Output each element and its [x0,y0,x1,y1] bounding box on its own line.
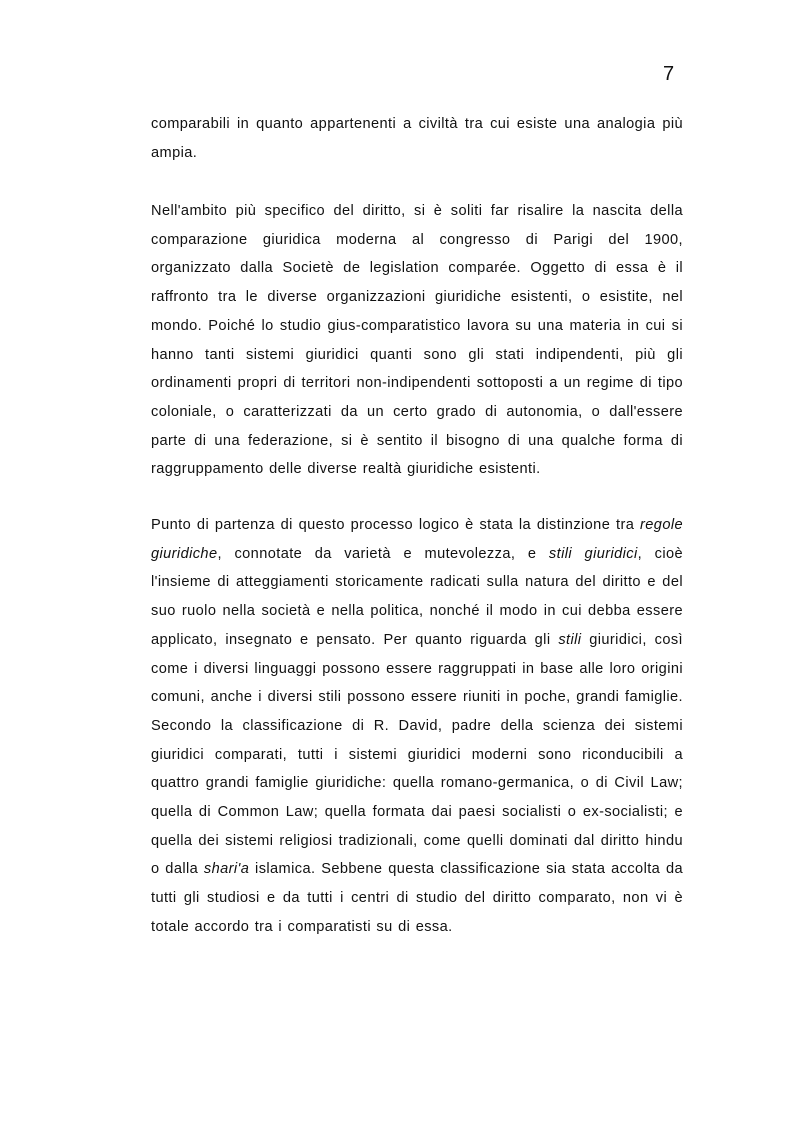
term-stili: stili [558,631,582,648]
paragraph-3-segment-5: islamica. Sebbene questa classificazione sia stata accolta da tutti gli studiosi e da tutti i centri di studio del diritto comparato, non vi è totale accordo tra i comparatisti su di essa. [151,861,683,935]
paragraph-2-text: Nell'ambito più specifico del diritto, si è soliti far risalire la nascita della comparazione giuridica moderna al congresso di Parigi del 1900, organizzato dalla Societè de legislation comparée. Oggetto di essa è il raffronto tra le diverse organizzazioni giuridiche esistenti, o esistite, nel mondo. Poiché lo studio gius-comparatistico lavora su una materia in cui si hanno tanti sistemi giuridici quanti sono gli stati indipendenti, più gli ordinamenti propri di territori non-indipendenti sottoposti a un regime di tipo coloniale, o caratterizzati da un certo grado di autonomia, o dall'essere parte di una federazione, si è sentito il bisogno di una qualche forma di raggruppamento delle diverse realtà giuridiche esistenti. [151,203,683,478]
page-number: 7 [663,63,675,85]
paragraph-1-text: comparabili in quanto appartenenti a civiltà tra cui esiste una analogia più ampia. [151,116,683,161]
paragraph-3-segment-4: giuridici, così come i diversi linguaggi possono essere raggruppati in base alle loro origini comuni, anche i diversi stili possono essere riuniti in poche, grandi famiglie. Secondo la classificazione di R. David, padre della scienza dei sistemi giuridici comparati, tutti i sistemi giuridici moderni sono riconducibili a quattro grandi famiglie giuridiche: quella romano-germanica, o di Civil Law; quella di Common Law; quella formata dai paesi socialisti o ex-socialisti; e quella dei sistemi religiosi tradizionali, come quelli dominati dal diritto hindu o dalla [151,631,683,878]
paragraph-3-segment-3: , cioè l'insieme di atteggiamenti storicamente radicati sulla natura del diritto e del suo ruolo nella società e nella politica, nonché il modo in cui debba essere applicato, insegnato e pensato. Per quanto riguarda gli [151,545,683,648]
paragraph-comparative-law-origins [151,197,683,484]
term-regole-giuridiche: regole giuridiche [151,517,683,562]
paragraph-3-text [151,511,683,942]
paragraph-3-segment-2: , connotate da varietà e mutevolezza, e [217,545,549,562]
term-sharia: shari'a [203,861,250,878]
term-stili-giuridici: stili giuridici [548,545,638,562]
paragraph-continuation [151,110,683,167]
paragraph-legal-styles [151,511,683,942]
paragraph-3-segment-1: Punto di partenza di questo processo logico è stata la distinzione tra [151,517,641,533]
